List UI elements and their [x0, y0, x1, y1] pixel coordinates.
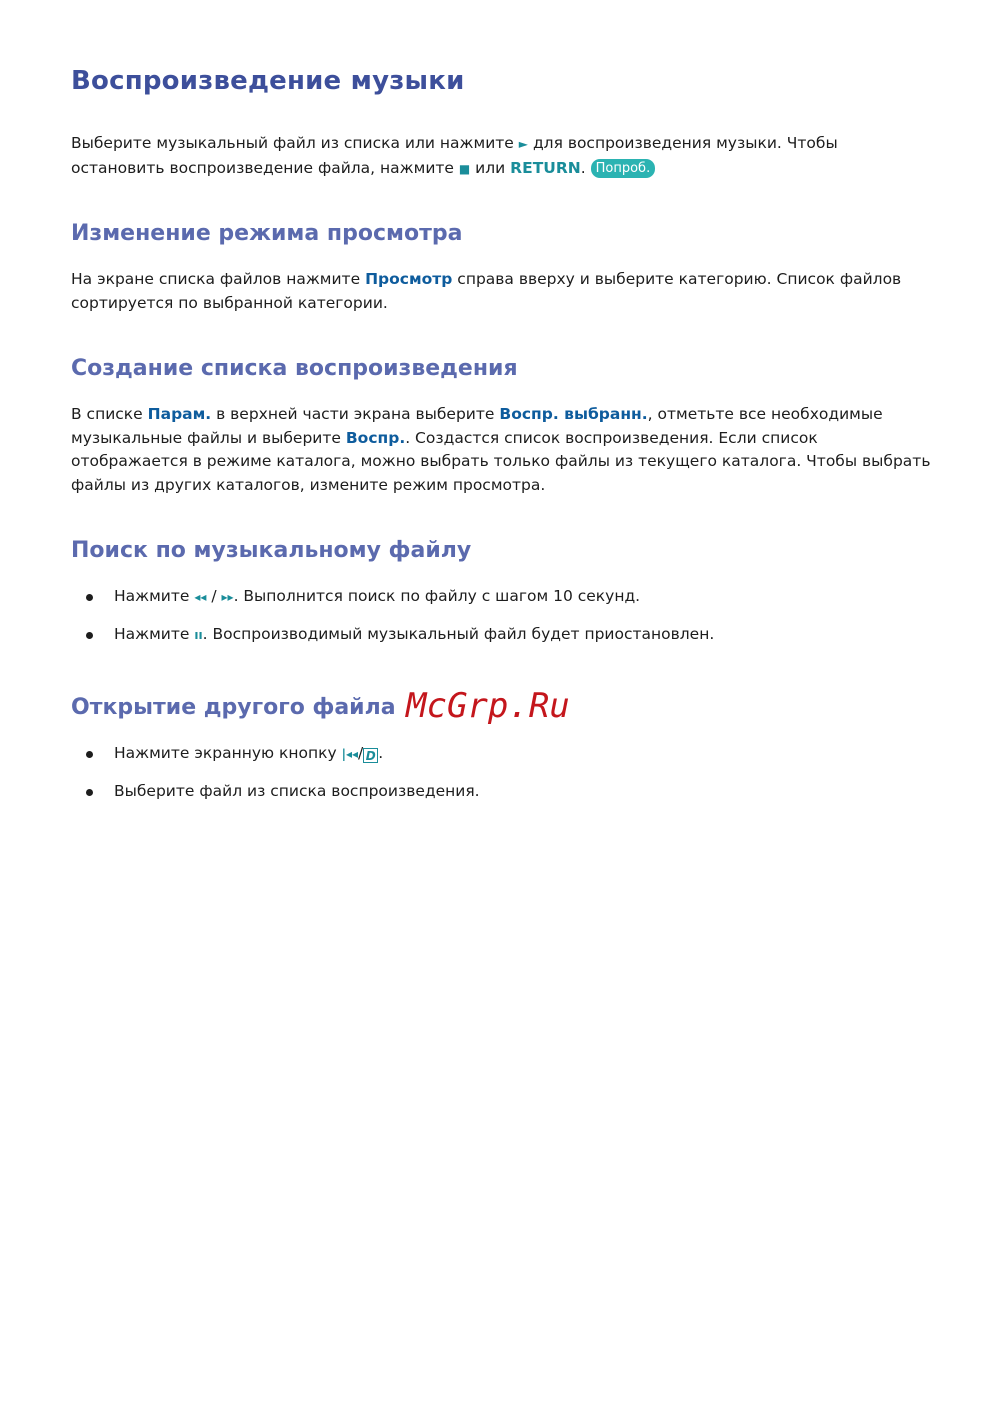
- pause-icon: ıı: [194, 628, 203, 642]
- keyword-play: Воспр.: [345, 428, 406, 447]
- heading-open-other-file: Открытие другого файла: [71, 695, 396, 720]
- bullet: [86, 594, 93, 601]
- watermark-logo: McGrp.Ru: [406, 686, 570, 726]
- bullet: [86, 789, 93, 796]
- bullet: [86, 632, 93, 639]
- keyword-view: Просмотр: [365, 270, 453, 288]
- previous-track-icon: |◂◂: [341, 747, 359, 761]
- intro-text-4: .: [580, 158, 591, 177]
- list-item: [71, 585, 931, 623]
- playlist-text-4: . Создастся список воспроизведения. Если список отображается в режиме каталога, можно выбрать только файлы из текущего каталога. Чтобы выбрать файлы из других каталогов, измените режим просмотра.: [71, 428, 931, 494]
- intro-text-2: для воспроизведения музыки. Чтобы остановить воспроизведение файла, нажмите: [71, 134, 838, 177]
- fast-forward-icon: ▸▸: [221, 590, 234, 604]
- change-view-text-2: справа вверху и выберите категорию. Список файлов сортируется по выбранной категории.: [71, 270, 902, 312]
- d-button-icon: D: [363, 748, 378, 763]
- heading-change-view: Изменение режима просмотра: [71, 221, 463, 246]
- playlist-text-3: , отметьте все необходимые музыкальные файлы и выберите: [71, 405, 883, 447]
- pause-item-text-1: Нажмите: [114, 625, 195, 643]
- search-list: [71, 585, 931, 661]
- playlist-text-2: в верхней части экрана выберите: [211, 405, 500, 423]
- search-item-text-1: Нажмите: [114, 587, 195, 605]
- try-now-button[interactable]: Попроб.: [591, 159, 656, 178]
- keyword-options: Парам.: [147, 405, 212, 423]
- bullet: [86, 751, 93, 758]
- playlist-text-1: В списке: [71, 405, 148, 423]
- heading-create-playlist: Создание списка воспроизведения: [71, 356, 518, 381]
- list-item: [71, 623, 931, 661]
- open-item-separator: /: [358, 744, 364, 762]
- return-label: RETURN: [510, 158, 581, 177]
- rewind-icon: ◂◂: [194, 590, 207, 604]
- page-title: Воспроизведение музыки: [71, 66, 465, 96]
- intro-paragraph: [71, 132, 931, 181]
- open-item-2-text: Выберите файл из списка воспроизведения.: [114, 782, 480, 800]
- search-item-separator: /: [206, 587, 222, 605]
- change-view-paragraph: [71, 268, 931, 315]
- create-playlist-paragraph: [71, 403, 931, 497]
- search-item-text-2: . Выполнится поиск по файлу с шагом 10 секунд.: [233, 587, 641, 605]
- play-icon: ►: [518, 137, 529, 151]
- list-item: [71, 742, 931, 780]
- pause-item-text-2: . Воспроизводимый музыкальный файл будет приостановлен.: [202, 625, 715, 643]
- open-item-text-2: .: [378, 744, 384, 762]
- stop-icon: ■: [458, 161, 471, 176]
- keyword-play-selected: Воспр. выбранн.: [499, 405, 648, 423]
- intro-text-3: или: [470, 158, 511, 177]
- intro-text-1: Выберите музыкальный файл из списка или нажмите: [71, 134, 519, 152]
- list-item: [71, 780, 931, 818]
- heading-search-music: Поиск по музыкальному файлу: [71, 538, 472, 563]
- change-view-text-1: На экране списка файлов нажмите: [71, 270, 366, 288]
- open-file-list: [71, 742, 931, 818]
- open-item-text-1: Нажмите экранную кнопку: [114, 744, 342, 762]
